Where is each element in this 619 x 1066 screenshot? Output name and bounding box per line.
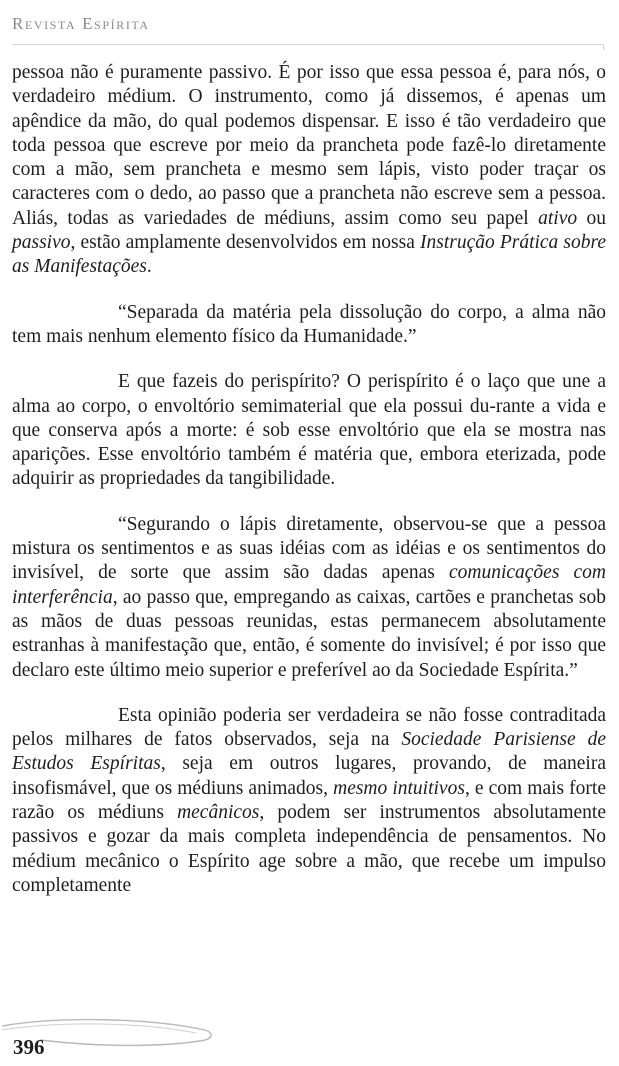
running-header: Revista Espírita bbox=[12, 14, 150, 33]
paragraph-p2 bbox=[12, 301, 606, 350]
text-run: , seja em outros lugares, provando, de maneira insofismável, que os médiuns animados, bbox=[12, 753, 606, 799]
italic-text: Sociedade Parisiense de Estudos Espíritas bbox=[12, 729, 606, 775]
text-run: E que fazeis do perispírito? O perispírito é o laço que une a alma ao corpo, o envoltório semimaterial que ela possui du-rante a vida e que conserva após a morte: é sob esse envoltório que ela se mostra nas aparições. Esse envoltório também é matéria que, embora eterizada, pode adquirir as propriedades da tangibilidade. bbox=[12, 371, 606, 490]
paragraph-p3 bbox=[12, 370, 606, 491]
italic-text: mecânicos bbox=[177, 802, 260, 824]
italic-text: comunicações com interferência bbox=[12, 562, 606, 608]
page-body bbox=[12, 61, 606, 919]
page-number: 396 bbox=[13, 1035, 45, 1059]
paragraph-p5 bbox=[12, 704, 606, 898]
text-run: , e com mais forte razão os médiuns bbox=[12, 777, 606, 824]
text-run: pessoa não é puramente passivo. É por isso que essa pessoa é, para nós, o verdadeiro médium. O instrumento, como já dissemos, é apenas um apêndice da mão, do qual podemos dispensar. E isso é tão verdadeiro que toda pessoa que escreve por meio da prancheta pode fazê-lo diretamente com a mão, sem prancheta e mesmo sem lápis, visto poder traçar os caracteres com o dedo, ao passo que a prancheta não escreve sem a pessoa. Aliás, todas as variedades de médiuns, assim como seu papel bbox=[12, 62, 606, 229]
paragraph-p4 bbox=[12, 513, 606, 683]
paragraph-p1 bbox=[12, 61, 606, 280]
text-run: “Separada da matéria pela dissolução do corpo, a alma não tem mais nenhum elemento físico da Humanidade.” bbox=[12, 301, 606, 347]
italic-text: passivo bbox=[12, 232, 71, 254]
italic-text: ativo bbox=[538, 207, 578, 229]
text-run: , estão amplamente desenvolvidos em nossa bbox=[70, 232, 420, 254]
text-run: , ao passo que, empregando as caixas, cartões e pranchetas sob as mãos de duas pessoas reunidas, estas permanecem absolutamente estranhas à manifestação que, então, é somente do invisível; é por isso que declaro este último meio superior e preferível ao da Sociedade Espírita.” bbox=[12, 586, 606, 681]
italic-text: mesmo intuitivos bbox=[333, 777, 465, 799]
italic-text: Instrução Prática sobre as Manifestações bbox=[12, 232, 606, 278]
text-run: ou bbox=[577, 207, 607, 229]
text-run: . bbox=[146, 256, 152, 278]
text-run: Esta opinião poderia ser verdadeira se não fosse contraditada pelos milhares de fatos observados, seja na bbox=[12, 704, 606, 751]
text-run: “Segurando o lápis diretamente, observou-se que a pessoa mistura os sentimentos e as suas idéias com as idéias e os sentimentos do invisível, de sorte que assim são dadas apenas bbox=[12, 513, 606, 584]
text-run: , podem ser instrumentos absolutamente passivos e gozar da mais completa independência de pensamentos. No médium mecânico o Espírito age sobre a mão, que recebe um impulso completamente bbox=[12, 802, 606, 896]
header-rule bbox=[12, 44, 604, 50]
